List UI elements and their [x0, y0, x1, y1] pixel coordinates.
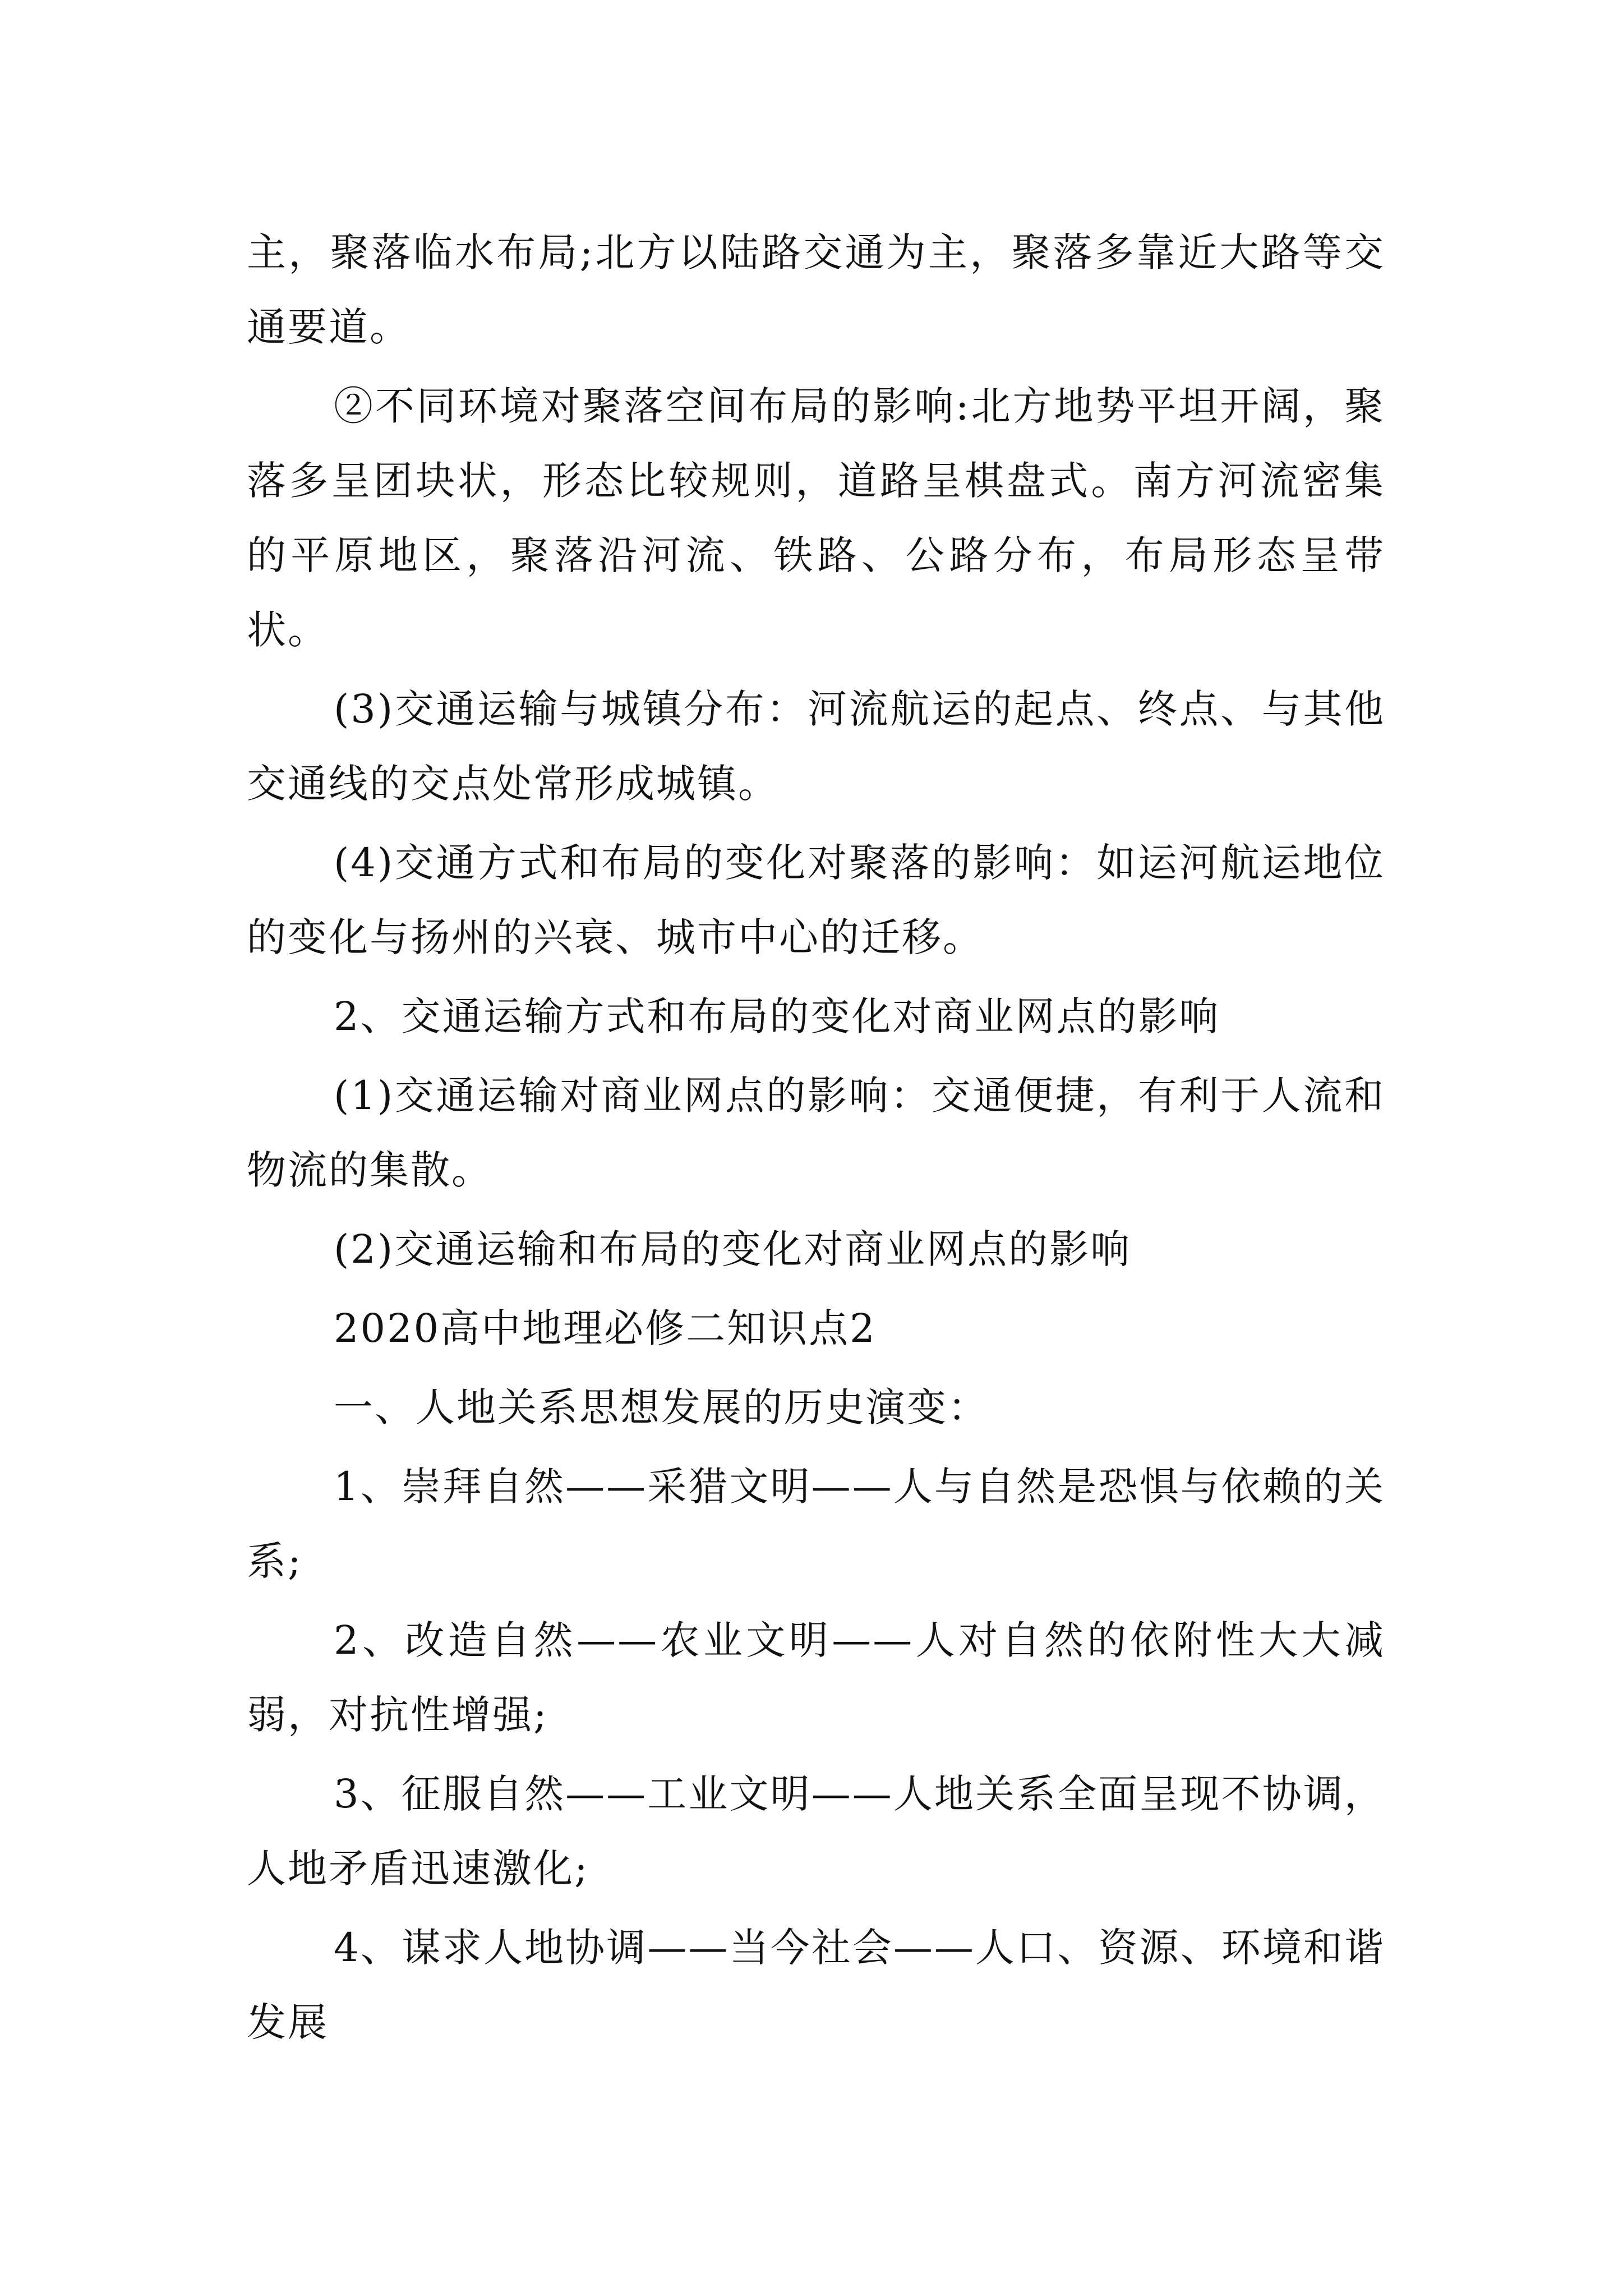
document-body [247, 215, 1385, 2064]
paragraph-2: ②不同环境对聚落空间布局的影响:北方地势平坦开阔，聚落多呈团块状，形态比较规则，道路呈棋盘式。南方河流密集的平原地区，聚落沿河流、铁路、公路分布，布局形态呈带状。 [247, 383, 1385, 653]
paragraph-3: (3)交通运输与城镇分布：河流航运的起点、终点、与其他交通线的交点处常形成城镇。 [247, 686, 1385, 807]
document-subtitle: 2020高中地理必修二知识点2 [334, 1305, 877, 1351]
list-item-3: 3、征服自然——工业文明——人地关系全面呈现不协调，人地矛盾迅速激化; [247, 1771, 1385, 1892]
paragraph-6: (2)交通运输和布局的变化对商业网点的影响 [334, 1226, 1132, 1272]
paragraph-4: (4)交通方式和布局的变化对聚落的影响：如运河航运地位的变化与扬州的兴衰、城市中心的迁移。 [247, 840, 1385, 960]
section-heading-1: 一、人地关系思想发展的历史演变： [334, 1384, 989, 1430]
paragraph-5: (1)交通运输对商业网点的影响：交通便捷，有利于人流和物流的集散。 [247, 1073, 1385, 1193]
section-heading-2: 2、交通运输方式和布局的变化对商业网点的影响 [334, 993, 1220, 1039]
list-item-1: 1、崇拜自然——采猎文明——人与自然是恐惧与依赖的关系; [247, 1464, 1385, 1584]
list-item-2: 2、改造自然——农业文明——人对自然的依附性大大减弱，对抗性增强; [247, 1617, 1385, 1738]
list-item-4: 4、谋求人地协调——当今社会——人口、资源、环境和谐发展 [247, 1925, 1385, 2045]
paragraph-1: 主，聚落临水布局;北方以陆路交通为主，聚落多靠近大路等交通要道。 [247, 229, 1385, 350]
